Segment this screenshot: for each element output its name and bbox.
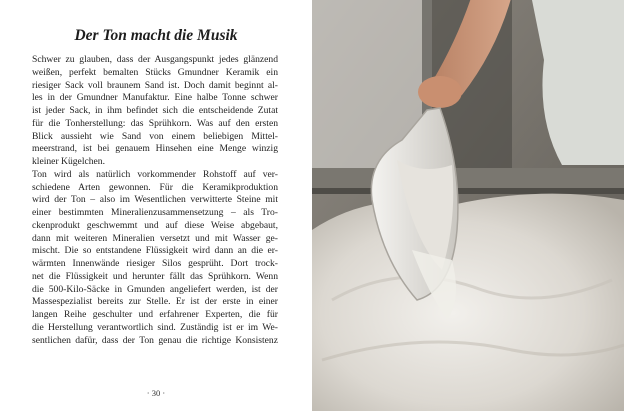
text-line: ckenprodukt geschwemmt und auf diese Weise abgebaut,	[32, 219, 278, 231]
text-line: mischt. Die so entstandene Flüssigkeit wird dann an die er-	[32, 245, 278, 257]
text-line: die Herstellung verantwortlich sind. Zuständig ist er im We-	[32, 321, 278, 333]
text-line: kleiner Kügelchen.	[32, 156, 105, 167]
text-line: schiedene Arten gewonnen. Für die Keramikproduktion	[32, 181, 278, 193]
text-line: weißen, perfekt bemalten Stücks Gmundner Keramik ein	[32, 66, 278, 78]
text-line: Blick aussieht wie Sand von einem beliebigen Mittel-	[32, 130, 278, 142]
text-line: sentlichen dafür, dass der Ton genau die richtige Konsistenz	[32, 334, 278, 346]
text-line: Schwer zu glauben, dass der Ausgangspunkt jedes glänzend	[32, 54, 278, 65]
text-line: für die Tonherstellung: das Sprühkorn. Was auf den ersten	[32, 117, 278, 129]
text-line: die 500-Kilo-Säcke in Gmunden angeliefert werden, ist der	[32, 283, 278, 295]
chapter-title: Der Ton macht die Musik	[74, 27, 238, 44]
text-line: Ton wird als natürlich vorkommender Rohstoff auf ver-	[32, 168, 278, 180]
text-line: net die Flüssigkeit und herunter fällt das Sprühkorn. Wenn	[32, 270, 278, 282]
text-line: ist jeder Sack, in ihm befindet sich die entscheidende Zutat	[32, 105, 278, 116]
text-line: wird der Ton – also im Wesentlichen verwitterte Steine mit	[32, 194, 278, 206]
page-number: · 30 ·	[146, 388, 166, 398]
text-line: einer bestimmten Mineralienzusammensetzung – als Tro-	[32, 207, 278, 218]
body-text	[32, 54, 278, 347]
text-line: Massespezialist bereits zur Stelle. Er ist der erste in einer	[32, 296, 278, 308]
text-line: les in der Gmundner Manufaktur. Eine halbe Tonne schwer	[32, 92, 278, 104]
text-line: dann mit weiteren Mineralien versetzt und mit Wasser ge-	[32, 232, 278, 244]
text-line: riesiger Sack voll braunem Sand ist. Doch damit beginnt al-	[32, 79, 278, 91]
photo-clay-powder-scoop	[312, 0, 624, 411]
text-line: langen Reihe geschulter und erfahrener Experten, die für	[32, 309, 278, 320]
text-line: wärmten Innenwände riesiger Silos gesprüht. Dort trock-	[32, 258, 278, 269]
text-line: meerstrand, ist bei genauem Hinsehen eine Menge winzig	[32, 143, 278, 155]
